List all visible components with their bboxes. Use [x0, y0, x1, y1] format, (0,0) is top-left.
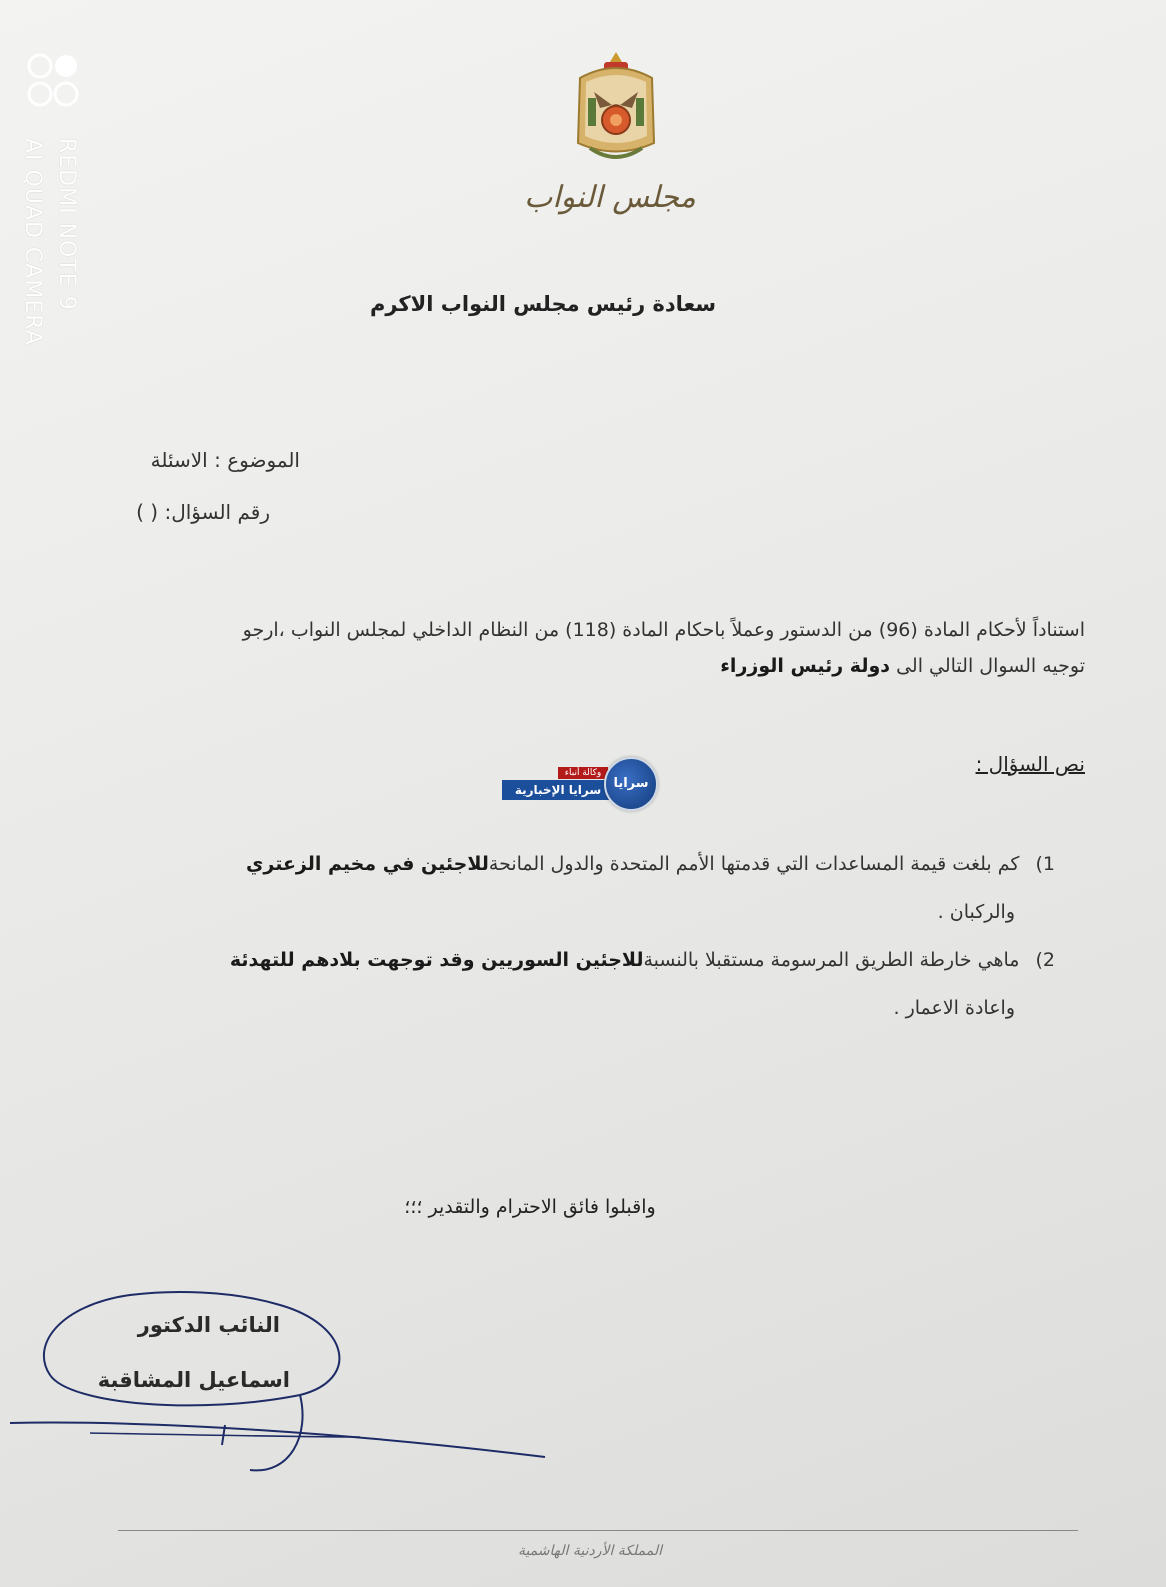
camera-watermark-logo: [22, 50, 82, 112]
footer-divider: [118, 1530, 1078, 1531]
question-item-1: 1) كم بلغت قيمة المساعدات التي قدمتها الأمم المتحدة والدول المانحةللاجئين في مخيم الزعتري والركبان .: [245, 853, 1055, 923]
salutation: سعادة رئيس مجلس النواب الاكرم: [369, 292, 717, 316]
news-agency-badge: [502, 755, 662, 811]
coat-of-arms-icon: [570, 48, 662, 173]
news-badge-bottom: سرايا الإخبارية: [502, 780, 614, 800]
footer-text: المملكة الأردنية الهاشمية: [517, 1543, 663, 1559]
intro-line-1: استناداً لأحكام المادة (96) من الدستور وعملاً باحكام المادة (118) من النظام الداخلي لمجلس النواب ،ارجو: [242, 619, 1085, 641]
signatory-title: النائب الدكتور: [137, 1313, 280, 1337]
question-item-2: 2) ماهي خارطة الطريق المرسومة مستقبلا بالنسبةللاجئين السوريين وقد توجهت بلادهم للتهدئة واعادة الاعمار .: [229, 949, 1055, 1019]
signatory-name: اسماعيل المشاقبة: [97, 1368, 290, 1392]
intro-line-2: توجيه السوال التالي الى دولة رئيس الوزراء: [720, 655, 1085, 677]
camera-type: AI QUAD CAMERA: [20, 138, 45, 346]
question-number: رقم السؤال: ( ): [136, 500, 270, 524]
intro-paragraph: [120, 612, 1085, 684]
camera-model: REDMI NOTE 9: [54, 138, 79, 311]
news-badge-circle: سرايا: [604, 757, 658, 811]
camera-watermark-text: [14, 138, 94, 388]
news-badge-top: وكالة أنباء: [558, 767, 608, 779]
council-name-logo: مجلس النواب: [524, 180, 696, 215]
closing-line: واقبلوا فائق الاحترام والتقدير ؛؛؛: [404, 1196, 656, 1218]
questions-heading: نص السؤال :: [975, 752, 1085, 776]
subject-line: الموضوع : الاسئلة: [150, 448, 300, 472]
